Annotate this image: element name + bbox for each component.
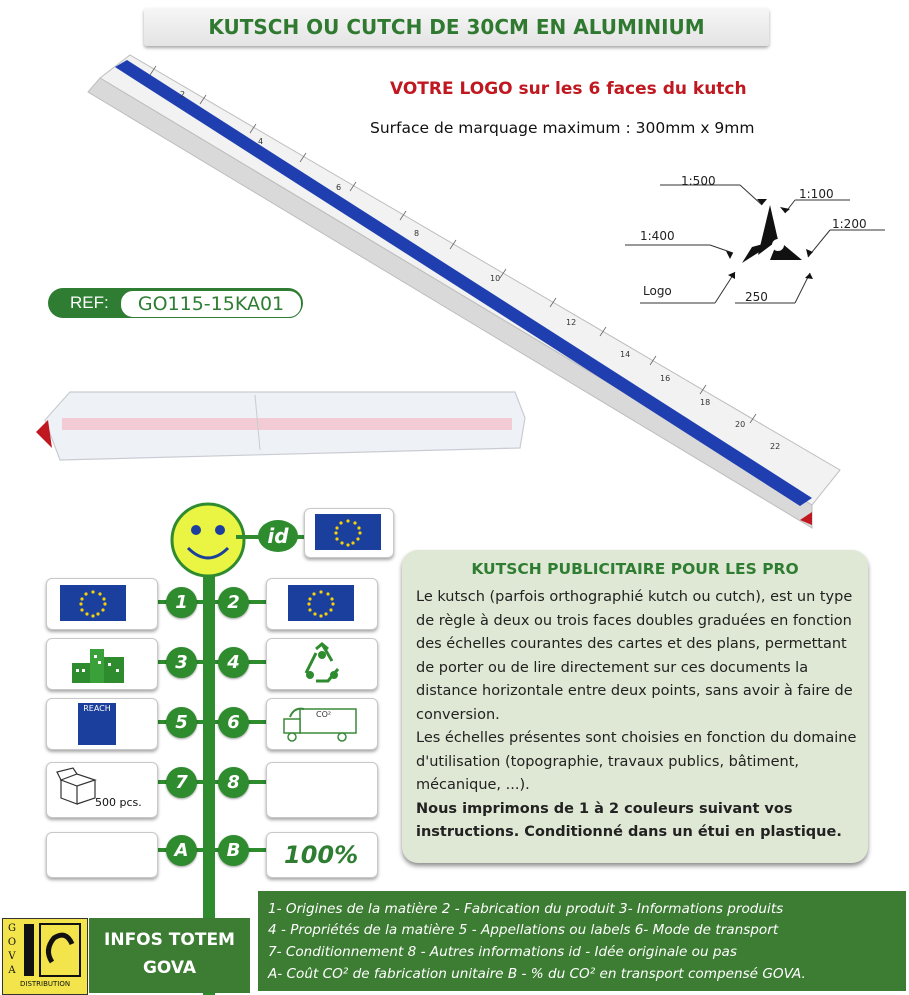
circle-b: B: [218, 835, 249, 866]
circle-3: 3: [166, 647, 197, 678]
scale-label-logo: Logo: [643, 284, 672, 298]
scale-label-1-100: 1:100: [799, 187, 834, 201]
id-oval: id: [258, 520, 298, 552]
ruler-number-8: 8: [414, 229, 420, 238]
ruler-number-20: 20: [735, 420, 746, 429]
eu-flag-icon: [315, 514, 381, 550]
circle-6: 6: [218, 707, 249, 738]
ruler-number-12: 12: [566, 318, 577, 327]
marking-surface-text: Surface de marquage maximum : 300mm x 9mm: [370, 119, 755, 137]
legend-line-1: 1- Origines de la matière 2 - Fabrication du produit 3- Informations produits: [268, 901, 784, 917]
eu-flag-icon: [60, 585, 126, 621]
circle-2: 2: [218, 587, 249, 618]
infos-totem-panel: [89, 918, 250, 993]
scale-label-250: 250: [745, 290, 768, 304]
circle-7: 7: [166, 767, 197, 798]
description-text: [416, 586, 866, 845]
gova-letter-g: G: [8, 923, 16, 934]
description-para-2: Les échelles présentes sont choisies en fonction du domaine d'utilisation (topographie, travaux publics, bâtiment, mécanique, ...).: [416, 730, 857, 793]
infos-line-1: INFOS TOTEM: [104, 930, 235, 950]
legend-line-4: A- Coût CO² de fabrication unitaire B - % du CO² en transport compensé GOVA.: [268, 966, 806, 982]
reach-label: REACH: [83, 704, 111, 713]
legend-line-2: 4 - Propriétés de la matière 5 - Appellations ou labels 6- Mode de transport: [268, 922, 779, 938]
ruler-number-18: 18: [700, 398, 711, 407]
scale-label-1-400: 1:400: [640, 229, 675, 243]
recycle-icon: [298, 641, 346, 685]
legend-line-3: 7- Conditionnement 8 - Autres informations id - Idée originale ou pas: [268, 944, 737, 960]
gova-letter-v: V: [8, 951, 16, 962]
ruler-number-6: 6: [336, 183, 342, 192]
pcs-label: 500 pcs.: [95, 796, 142, 809]
circle-a: A: [166, 835, 197, 866]
gova-letter-o: O: [7, 937, 17, 948]
ruler-number-4: 4: [258, 137, 264, 146]
description-para-3: Nous imprimons de 1 à 2 couleurs suivant vos instructions. Conditionné dans un étui en plastique.: [416, 800, 842, 840]
ruler-number-10: 10: [490, 274, 501, 283]
gova-letter-a: A: [8, 965, 16, 976]
co2-percent-value: 100%: [284, 841, 359, 869]
logo-headline: VOTRE LOGO sur les 6 faces du kutch: [390, 79, 747, 99]
ruler-number-2: 2: [180, 90, 186, 99]
circle-8: 8: [218, 767, 249, 798]
other-info-box: [266, 762, 378, 818]
co2-label: CO²: [316, 710, 332, 719]
ruler-number-16: 16: [660, 374, 671, 383]
circle-4: 4: [218, 647, 249, 678]
circle-5: 5: [166, 707, 197, 738]
co2-cost-box: [46, 832, 158, 878]
ruler-number-14: 14: [620, 350, 631, 359]
gova-emblem: [22, 922, 82, 978]
description-title: KUTSCH PUBLICITAIRE POUR LES PRO: [471, 560, 799, 578]
description-para-1: Le kutsch (parfois orthographié kutch ou cutch), est un type de règle à deux ou trois faces doubles graduées en fonction des échelles courantes des cartes et des plans, permettant de porter ou de lire directement sur ces documents la distance horizontale entre deux points, sans avoir à faire de conversion.: [416, 589, 853, 723]
page-title: KUTSCH OU CUTCH DE 30CM EN ALUMINIUM: [144, 8, 769, 46]
eu-flag-icon: [288, 585, 354, 621]
ref-label: REF:: [70, 293, 109, 312]
infos-line-2: GOVA: [142, 958, 197, 978]
gova-logo-sub: DISTRIBUTION: [20, 980, 71, 988]
scale-label-1-200: 1:200: [832, 217, 867, 231]
ref-code: GO115-15KA01: [120, 290, 302, 318]
gova-logo-letters: [6, 922, 18, 978]
ruler-number-22: 22: [770, 442, 781, 451]
smiley-icon: [168, 500, 248, 580]
buildings-icon: [68, 643, 128, 685]
scale-label-1-500: 1:500: [681, 174, 716, 188]
circle-1: 1: [166, 587, 197, 618]
